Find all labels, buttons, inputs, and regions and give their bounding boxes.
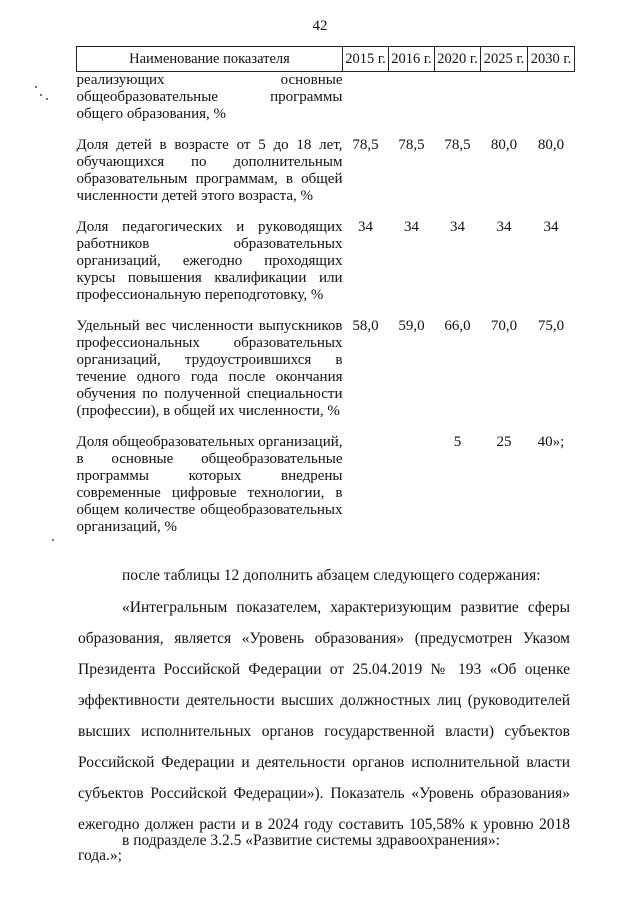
value-cell — [389, 72, 435, 124]
value-cell: 40»; — [537, 434, 565, 450]
indicator-name: Доля педагогических и руководящих работников образовательных организаций, ежегодно проходящих курсы повышения квалификации или профессиональную переподготовку, % — [76, 219, 343, 303]
value-cell: 5 — [453, 434, 462, 450]
header-year-2015: 2015 г. — [343, 47, 389, 72]
value-cell: 78,5 — [352, 137, 379, 153]
value-cell — [481, 72, 528, 124]
value-cell: 59,0 — [398, 318, 425, 334]
indicators-table — [76, 46, 575, 536]
scan-speck — [35, 86, 37, 88]
paragraph-instruction: после таблицы 12 дополнить абзацем следующего содержания: — [122, 567, 541, 584]
value-cell: 78,5 — [444, 137, 471, 153]
header-year-2025: 2025 г. — [481, 47, 528, 72]
value-cell: 34 — [496, 219, 512, 235]
header-year-2016: 2016 г. — [389, 47, 435, 72]
header-year-2020: 2020 г. — [435, 47, 481, 72]
table-row — [77, 434, 575, 536]
value-cell — [389, 434, 435, 536]
value-cell: 34 — [358, 219, 373, 235]
value-cell: 70,0 — [490, 318, 518, 334]
value-cell: 66,0 — [444, 318, 471, 334]
scan-speck — [46, 98, 48, 100]
value-cell: 34 — [404, 219, 419, 235]
table-row — [77, 72, 575, 124]
value-cell: 80,0 — [490, 137, 518, 153]
header-year-2030: 2030 г. — [528, 47, 575, 72]
value-cell: 58,0 — [352, 318, 379, 334]
indicator-name: Удельный вес численности выпускников профессиональных образовательных организаций, трудоустроившихся в течение одного года после окончания обучения по полученной специальности (профессии), в общей их численности, % — [76, 318, 343, 419]
scan-speck — [52, 539, 54, 541]
value-cell: 78,5 — [398, 137, 425, 153]
page-number: 42 — [312, 18, 328, 34]
table-row — [77, 318, 575, 420]
indicator-name: реализующих основные общеобразовательные программы общего образования, % — [76, 72, 343, 122]
paragraph-subsection: в подразделе 3.2.5 «Развитие системы здравоохранения»: — [122, 832, 500, 849]
indicator-name: Доля общеобразовательных организаций, в основные общеобразовательные программы которых внедрены современные цифровые технологии, в общем количестве общеобразовательных организаций, % — [76, 434, 343, 535]
value-cell — [528, 72, 575, 124]
value-cell — [435, 72, 481, 124]
value-cell: 34 — [543, 219, 559, 235]
value-cell: 25 — [496, 434, 512, 450]
table-row — [77, 137, 575, 205]
header-indicator-name: Наименование показателя — [77, 47, 343, 72]
table-row — [77, 219, 575, 304]
indicator-name: Доля детей в возрасте от 5 до 18 лет, обучающихся по дополнительным образовательным программам, в общей численности детей этого возраста, % — [76, 137, 343, 204]
value-cell — [343, 434, 389, 536]
value-cell: 80,0 — [537, 137, 565, 153]
scan-speck — [40, 94, 42, 96]
table-header-row — [77, 47, 575, 72]
value-cell: 34 — [450, 219, 465, 235]
value-cell: 75,0 — [537, 318, 565, 334]
paragraph-quote: «Интегральным показателем, характеризующим развитие сферы образования, является «Уровень образования» (предусмотрен Указом Президента Российской Федерации от 25.04.2019 № 193 «Об оценке эффективности деятельности высших должностных лиц (руководителей высших исполнительных органов государственной власти) субъектов Российской Федерации и деятельности органов исполнительной власти субъектов Российской Федерации»). Показатель «Уровень образования» ежегодно должен расти и в 2024 году составить 105,58% к уровню 2018 года.»; — [78, 599, 570, 864]
value-cell — [343, 72, 389, 124]
